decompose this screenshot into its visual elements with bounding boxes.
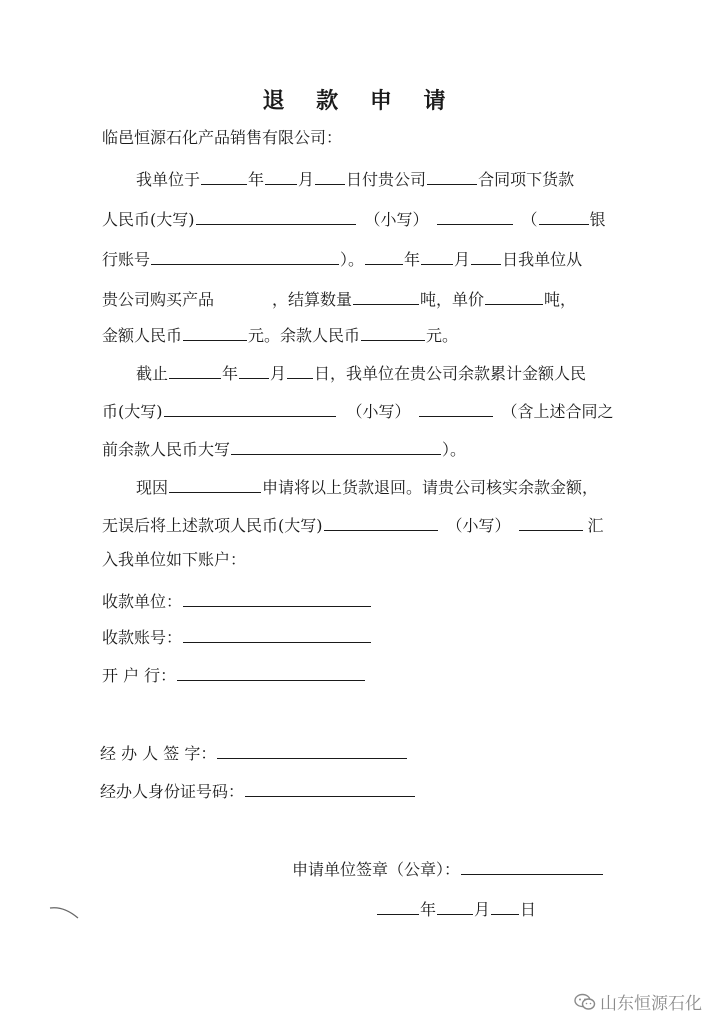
para1-line2: 人民币(大写) （小写） （ 银 [102, 206, 606, 232]
date-month-blank[interactable] [265, 166, 297, 185]
previous-balance-blank[interactable] [231, 436, 441, 455]
balance-amount-blank[interactable] [361, 322, 425, 341]
date-day-blank[interactable] [315, 166, 345, 185]
bank-account-blank[interactable] [151, 246, 339, 265]
para3-line1: 现因 申请将以上货款退回。请贵公司核实余款金额， [136, 474, 598, 500]
document-title: 退 款 申 请 [262, 88, 458, 114]
total-amount-blank[interactable] [183, 322, 247, 341]
date-year-blank[interactable] [201, 166, 247, 185]
handler-signature-row: 经 办 人 签 字： [100, 740, 408, 766]
cutoff-year-blank[interactable] [169, 360, 221, 379]
quantity-blank[interactable] [353, 286, 419, 305]
payee-field[interactable] [183, 588, 371, 607]
watermark [574, 989, 702, 1014]
purchase-month-blank[interactable] [421, 246, 453, 265]
amount-upper-blank[interactable] [196, 206, 356, 225]
cutoff-day-blank[interactable] [287, 360, 313, 379]
applicant-date-row: 年 月 日 [376, 896, 536, 922]
para2-line2: 币(大写) （小写） （含上述合同之 [102, 398, 614, 424]
handler-id-row: 经办人身份证号码： [100, 778, 416, 804]
para2-line3: 前余款人民币大写 ）。 [102, 436, 466, 462]
opening-bank-field[interactable] [177, 662, 365, 681]
para1-line5: 金额人民币 元。余款人民币 元。 [102, 322, 458, 348]
applicant-seal-row: 申请单位签章（公章）： [292, 856, 604, 882]
seal-year-blank[interactable] [377, 896, 419, 915]
refund-upper-blank[interactable] [324, 512, 438, 531]
seal-month-blank[interactable] [437, 896, 473, 915]
purchase-year-blank[interactable] [365, 246, 403, 265]
unit-price-blank[interactable] [485, 286, 543, 305]
payee-row: 收款单位： [102, 588, 372, 614]
scan-stroke-mark [48, 904, 80, 922]
account-row: 收款账号： [102, 624, 372, 650]
refund-lower-blank[interactable] [519, 512, 583, 531]
cumulative-lower-blank[interactable] [419, 398, 493, 417]
contract-blank[interactable] [427, 166, 477, 185]
amount-lower-blank[interactable] [437, 206, 513, 225]
bank-row: 开 户 行： [102, 662, 366, 688]
para3-line2: 无误后将上述款项人民币(大写) （小写） 汇 [102, 512, 604, 538]
seal-day-blank[interactable] [491, 896, 519, 915]
account-number-field[interactable] [183, 624, 371, 643]
para3-line3: 入我单位如下账户： [102, 550, 247, 569]
cutoff-month-blank[interactable] [239, 360, 269, 379]
para1-line3: 行账号 ）。 年 月 日我单位从 [102, 246, 582, 272]
watermark-text: 山东恒源石化 [600, 994, 702, 1014]
cumulative-upper-blank[interactable] [164, 398, 336, 417]
handler-signature-field[interactable] [217, 740, 407, 759]
addressee: 临邑恒源石化产品销售有限公司： [102, 128, 343, 147]
applicant-seal-field[interactable] [461, 856, 603, 875]
para1-line1: 我单位于 年 月 日付贵公司 合同项下货款 [136, 166, 574, 192]
purchase-day-blank[interactable] [471, 246, 501, 265]
para2-line1: 截止 年 月 日，我单位在贵公司余款累计金额人民 [136, 360, 586, 386]
wechat-icon [574, 993, 596, 1011]
bank-name-blank[interactable] [539, 206, 589, 225]
handler-id-field[interactable] [245, 778, 415, 797]
para1-line4: 贵公司购买产品 ，结算数量 吨，单价 吨， [102, 286, 576, 312]
reason-blank[interactable] [169, 474, 261, 493]
